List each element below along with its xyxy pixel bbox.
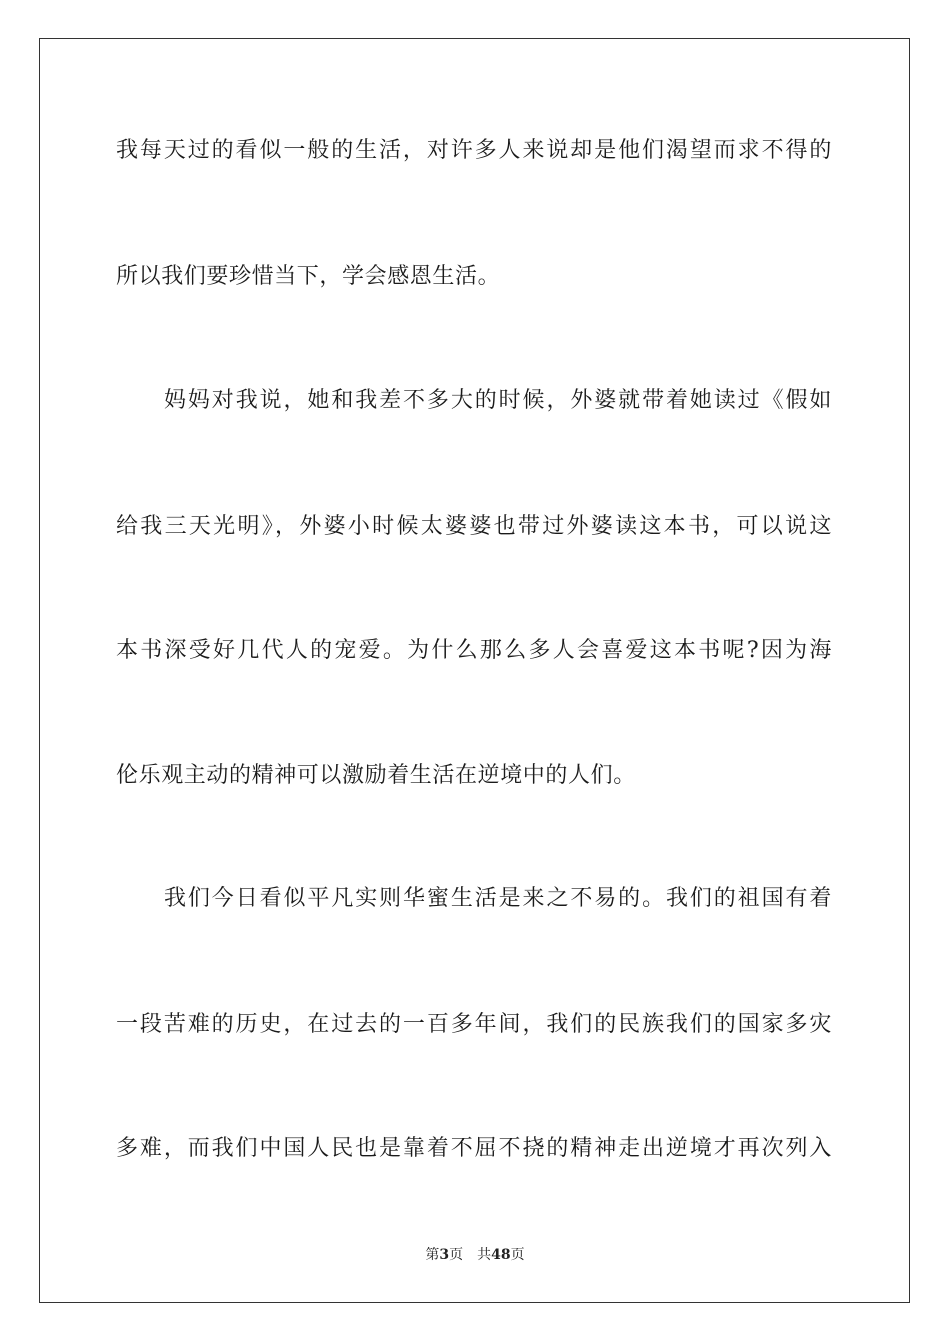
text-line: 本书深受好几代人的宠爱。为什么那么多人会喜爱这本书呢?因为海 bbox=[116, 638, 832, 663]
page-suffix: 页 bbox=[449, 1247, 464, 1263]
text-line: 妈妈对我说，她和我差不多大的时候，外婆就带着她读过《假如 bbox=[164, 388, 832, 413]
total-suffix: 页 bbox=[510, 1247, 525, 1263]
text-line: 伦乐观主动的精神可以激励着生活在逆境中的人们。 bbox=[116, 763, 636, 788]
page-prefix: 第 bbox=[425, 1247, 440, 1263]
page-footer bbox=[0, 1246, 950, 1264]
current-page-number: 3 bbox=[439, 1247, 450, 1263]
total-pages-number: 48 bbox=[491, 1247, 511, 1263]
total-prefix: 共 bbox=[477, 1247, 492, 1263]
text-line: 多难，而我们中国人民也是靠着不屈不挠的精神走出逆境才再次列入 bbox=[116, 1136, 832, 1161]
text-line: 所以我们要珍惜当下，学会感恩生活。 bbox=[116, 264, 501, 289]
page-border bbox=[39, 38, 910, 1303]
text-line: 我每天过的看似一般的生活，对许多人来说却是他们渴望而求不得的 bbox=[116, 138, 832, 163]
text-line: 一段苦难的历史，在过去的一百多年间，我们的民族我们的国家多灾 bbox=[116, 1012, 832, 1037]
text-line: 我们今日看似平凡实则华蜜生活是来之不易的。我们的祖国有着 bbox=[164, 886, 832, 911]
text-line: 给我三天光明》，外婆小时候太婆婆也带过外婆读这本书，可以说这 bbox=[116, 514, 832, 539]
